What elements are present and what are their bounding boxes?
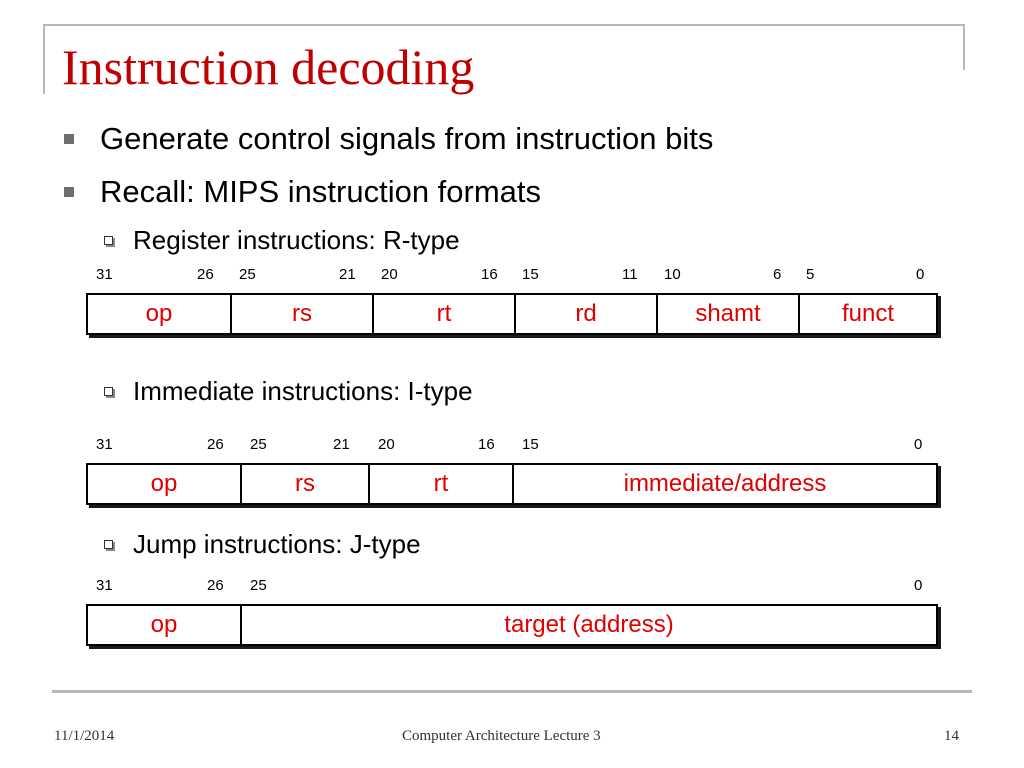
frame-right-line xyxy=(963,24,965,70)
bit-label: 5 xyxy=(806,266,815,283)
footer-page-number: 14 xyxy=(944,728,959,744)
subbullet-i-type xyxy=(104,376,473,407)
j-type-caption: Jump instructions: J-type xyxy=(133,529,421,559)
field-rs: rs xyxy=(230,295,372,333)
bit-label: 25 xyxy=(250,577,267,594)
i-type-format-box xyxy=(86,463,938,505)
field-funct: funct xyxy=(798,295,936,333)
bit-label: 25 xyxy=(239,266,256,283)
field-target-address: target (address) xyxy=(240,606,936,644)
bit-label: 25 xyxy=(250,436,267,453)
bullet-1 xyxy=(64,121,713,157)
bit-label: 26 xyxy=(207,577,224,594)
bit-label: 0 xyxy=(916,266,925,283)
bit-label: 11 xyxy=(622,266,638,283)
bit-label: 26 xyxy=(197,266,214,283)
bit-label: 20 xyxy=(378,436,395,453)
r-type-caption: Register instructions: R-type xyxy=(133,225,460,255)
field-rd: rd xyxy=(514,295,656,333)
field-immediate-address: immediate/address xyxy=(512,465,936,503)
r-type-format-box xyxy=(86,293,938,335)
frame-top-line xyxy=(43,24,965,26)
bit-label: 6 xyxy=(773,266,782,283)
footer-course: Computer Architecture Lecture 3 xyxy=(402,728,601,744)
hollow-square-bullet-icon xyxy=(104,387,113,396)
square-bullet-icon xyxy=(64,134,74,144)
frame-left-line xyxy=(43,24,45,94)
bit-label: 31 xyxy=(96,577,113,594)
bit-label: 21 xyxy=(333,436,350,453)
hollow-square-bullet-icon xyxy=(104,540,113,549)
bit-label: 20 xyxy=(381,266,398,283)
bullet-2 xyxy=(64,174,541,210)
field-rt: rt xyxy=(368,465,512,503)
field-rt: rt xyxy=(372,295,514,333)
bit-label: 0 xyxy=(914,436,923,453)
field-op: op xyxy=(145,300,173,327)
field-op: op xyxy=(150,611,178,638)
field-op: op xyxy=(150,470,178,497)
field-rs: rs xyxy=(240,465,368,503)
bit-label: 15 xyxy=(522,436,539,453)
i-type-caption: Immediate instructions: I-type xyxy=(133,376,473,406)
slide-title: Instruction decoding xyxy=(62,39,475,95)
bit-label: 31 xyxy=(96,266,113,283)
bit-label: 16 xyxy=(481,266,498,283)
subbullet-j-type xyxy=(104,529,421,560)
bit-label: 31 xyxy=(96,436,113,453)
square-bullet-icon xyxy=(64,187,74,197)
bit-label: 0 xyxy=(914,577,923,594)
bullet-1-text: Generate control signals from instruction bits xyxy=(100,121,714,156)
bit-label: 10 xyxy=(664,266,681,283)
bit-label: 16 xyxy=(478,436,495,453)
bit-label: 21 xyxy=(339,266,356,283)
bit-label: 26 xyxy=(207,436,224,453)
bullet-2-text: Recall: MIPS instruction formats xyxy=(100,174,542,209)
j-type-format-box xyxy=(86,604,938,646)
hollow-square-bullet-icon xyxy=(104,236,113,245)
bit-label: 15 xyxy=(522,266,539,283)
footer-date: 11/1/2014 xyxy=(54,728,115,744)
subbullet-r-type xyxy=(104,225,460,256)
field-shamt: shamt xyxy=(656,295,798,333)
footer-divider xyxy=(52,690,972,693)
